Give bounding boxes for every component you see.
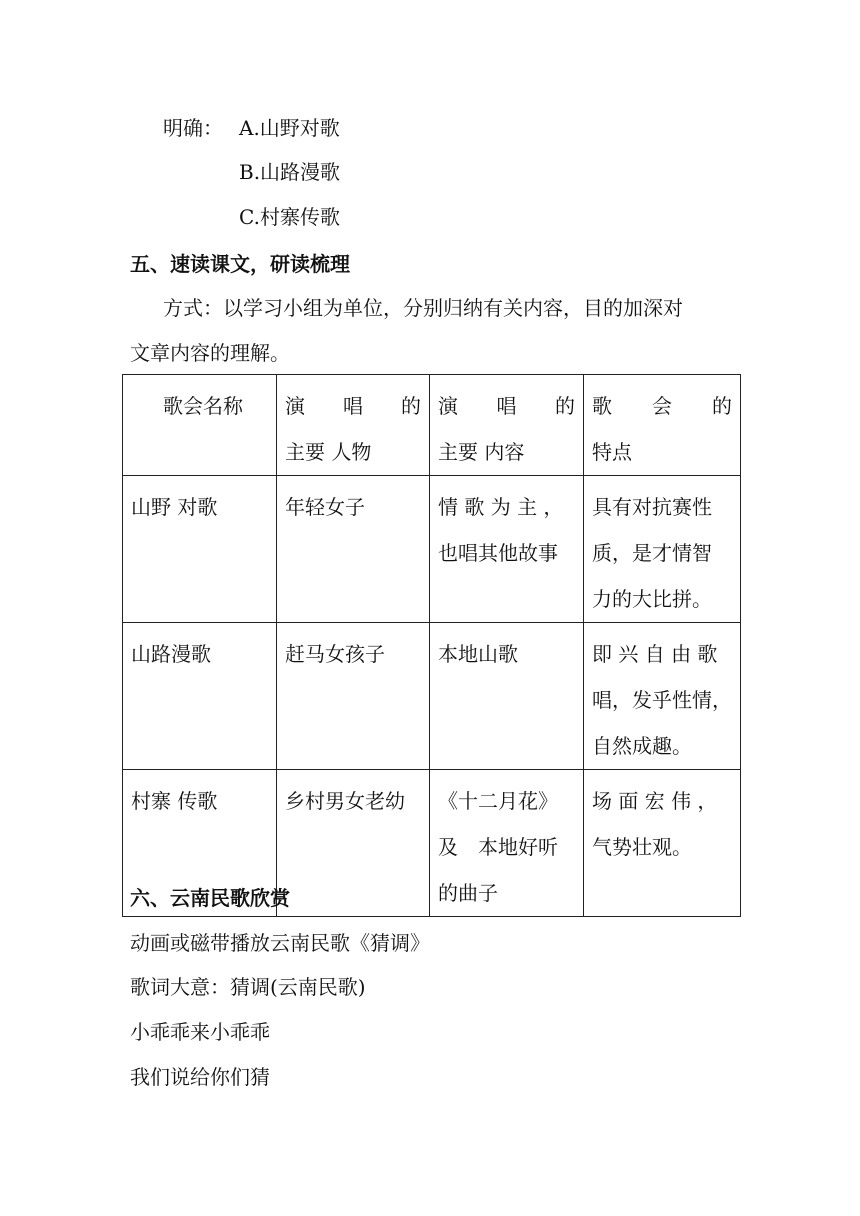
row-content-cell: 情 歌 为 主 ， 也唱其他故事 xyxy=(430,476,584,623)
header-cell-name: 歌会名称 xyxy=(123,375,277,476)
row-feature-cell: 即 兴 自 由 歌 唱，发乎性情， 自然成趣。 xyxy=(584,623,741,770)
table-row xyxy=(123,476,741,623)
row-people-cell: 赶马女孩子 xyxy=(277,623,430,770)
header-cell-people: 演 唱 的 主要 人物 xyxy=(277,375,430,476)
header-cell-content: 演 唱 的 主要 内容 xyxy=(430,375,584,476)
section-6-line-1: 动画或磁带播放云南民歌《猜调》 xyxy=(130,931,430,955)
row-name-cell: 山路漫歌 xyxy=(123,623,277,770)
row-content-cell: 本地山歌 xyxy=(430,623,584,770)
header-cell-feature: 歌 会 的 特点 xyxy=(584,375,741,476)
answer-label: 明确： xyxy=(163,116,223,140)
answer-option-c: C.村寨传歌 xyxy=(239,205,340,229)
table-header-row xyxy=(123,375,741,476)
row-feature-cell: 场 面 宏 伟 ， 气势壮观。 xyxy=(584,770,741,917)
row-name-cell: 山野 对歌 xyxy=(123,476,277,623)
section-5-paragraph-line-2: 文章内容的理解。 xyxy=(130,341,290,365)
row-people-cell: 乡村男女老幼 xyxy=(277,770,430,917)
table-row xyxy=(123,623,741,770)
section-5-heading: 五、速读课文，研读梳理 xyxy=(130,252,350,276)
song-fair-summary-table xyxy=(122,374,741,917)
section-6-line-4: 我们说给你们猜 xyxy=(130,1065,270,1089)
row-feature-cell: 具有对抗赛性 质，是才情智 力的大比拼。 xyxy=(584,476,741,623)
row-people-cell: 年轻女子 xyxy=(277,476,430,623)
answer-option-b: B.山路漫歌 xyxy=(239,160,341,184)
section-6-line-2: 歌词大意：猜调(云南民歌) xyxy=(130,975,366,999)
row-content-cell: 《十二月花》 及 本地好听 的曲子 xyxy=(430,770,584,917)
section-6-heading: 六、云南民歌欣赏 xyxy=(130,886,290,910)
section-5-paragraph-line-1: 方式：以学习小组为单位，分别归纳有关内容，目的加深对 xyxy=(163,296,683,320)
row-name-cell: 村寨 传歌 xyxy=(123,770,277,917)
answer-option-a: A.山野对歌 xyxy=(239,116,340,140)
section-6-line-3: 小乖乖来小乖乖 xyxy=(130,1020,270,1044)
